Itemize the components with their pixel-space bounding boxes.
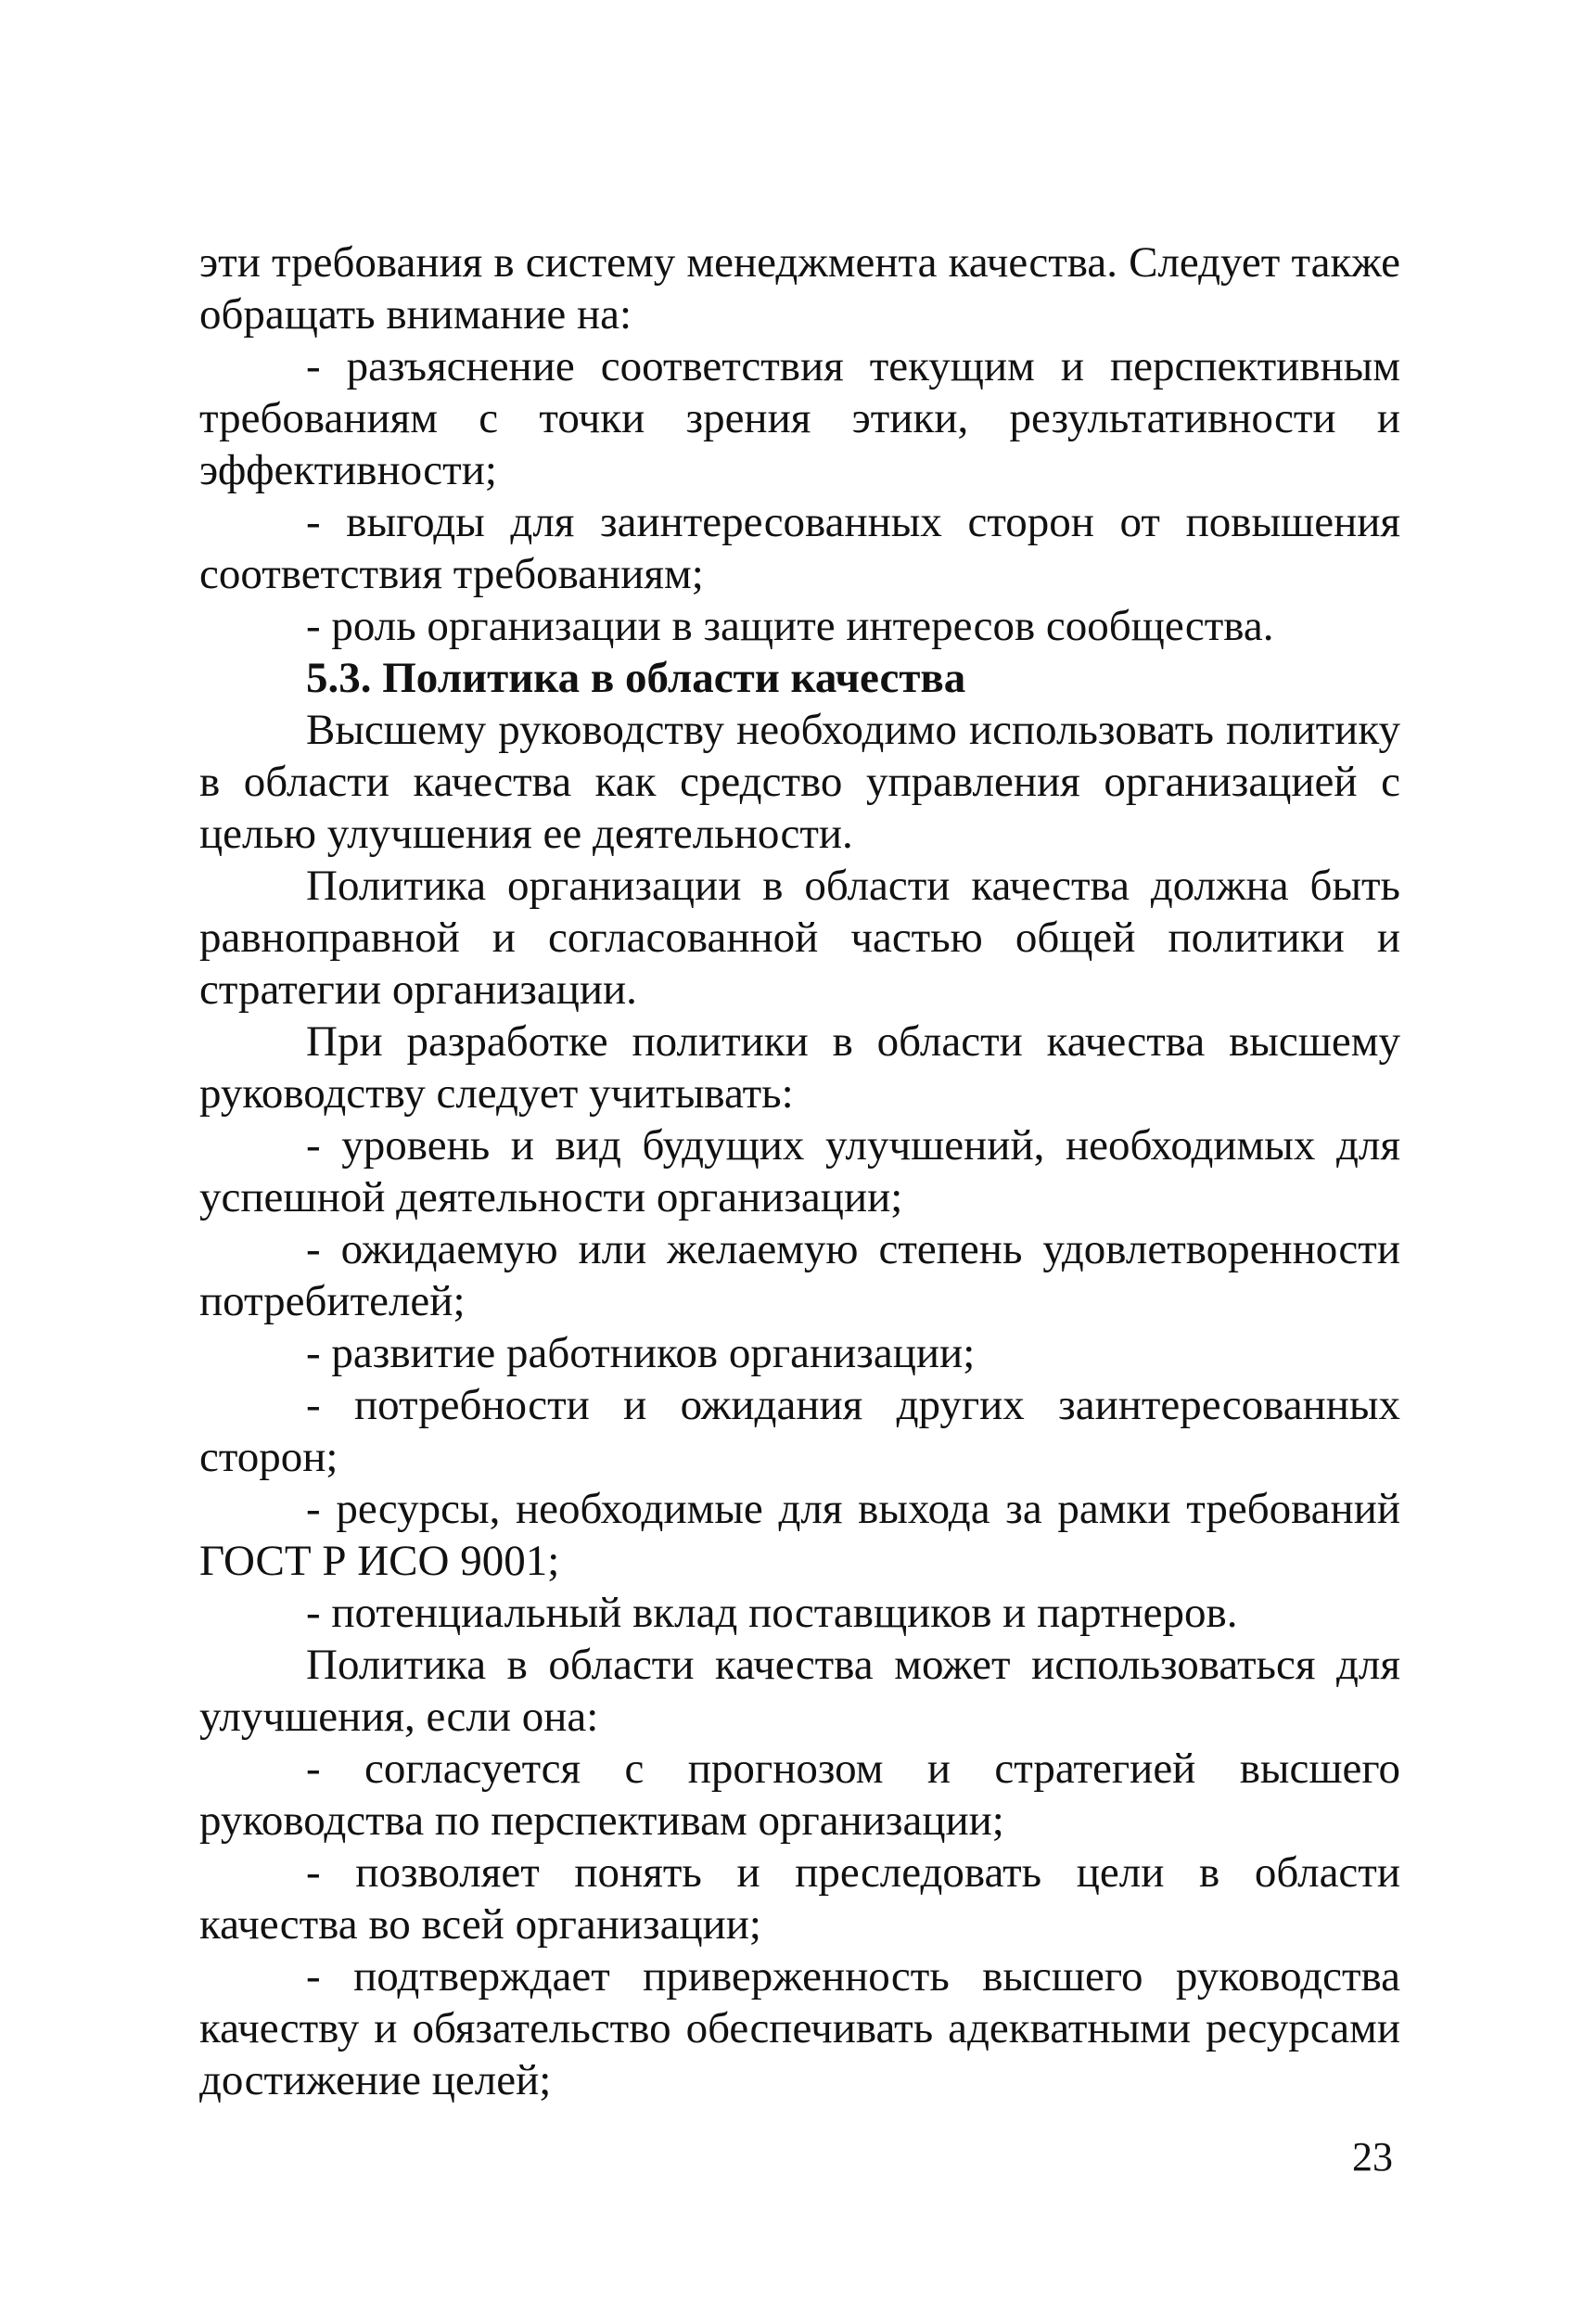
- list-item-satisfaction: - ожидаемую или желаемую степень удовлетворенности потребителей;: [199, 1225, 1400, 1325]
- list-item-benefits: - выгоды для заинтересованных сторон от повышения соответствия требованиям;: [199, 498, 1400, 598]
- list-item-objectives: - позволяет понять и преследовать цели в области качества во всей организации;: [199, 1848, 1400, 1949]
- list-item-stakeholders: - потребности и ожидания других заинтересованных сторон;: [199, 1381, 1400, 1481]
- paragraph-management: Высшему руководству необходимо использовать политику в области качества как средство управления организацией с целью улучшения ее деятельности.: [199, 706, 1400, 858]
- list-item-forecast: - согласуется с прогнозом и стратегией высшего руководства по перспективам организации;: [199, 1745, 1400, 1845]
- paragraph-usage: Политика в области качества может использоваться для улучшения, если она:: [199, 1641, 1400, 1741]
- list-item-community-role: - роль организации в защите интересов сообщества.: [306, 602, 1274, 650]
- page-body: [199, 237, 1400, 2106]
- list-item-commitment: - подтверждает приверженность высшего руководства качеству и обязательство обеспечивать адекватными ресурсами достижение целей;: [199, 1952, 1400, 2104]
- list-item-suppliers: - потенциальный вклад поставщиков и партнеров.: [306, 1589, 1238, 1637]
- list-item-clarification: - разъяснение соответствия текущим и перспективным требованиям с точки зрения этики, результативности и эффективности;: [199, 342, 1400, 494]
- page-number: 23: [1352, 2134, 1393, 2180]
- list-item-resources: - ресурсы, необходимые для выхода за рамки требований ГОСТ Р ИСО 9001;: [199, 1485, 1400, 1585]
- section-heading: 5.3. Политика в области качества: [306, 654, 966, 702]
- paragraph-development: При разработке политики в области качества высшему руководству следует учитывать:: [199, 1017, 1400, 1118]
- list-item-staff: - развитие работников организации;: [306, 1329, 976, 1377]
- paragraph-continuation: эти требования в систему менеджмента качества. Следует также обращать внимание на:: [199, 238, 1400, 339]
- paragraph-policy-part: Политика организации в области качества должна быть равноправной и согласованной частью общей политики и стратегии организации.: [199, 862, 1400, 1014]
- list-item-improvements: - уровень и вид будущих улучшений, необходимых для успешной деятельности организации;: [199, 1121, 1400, 1221]
